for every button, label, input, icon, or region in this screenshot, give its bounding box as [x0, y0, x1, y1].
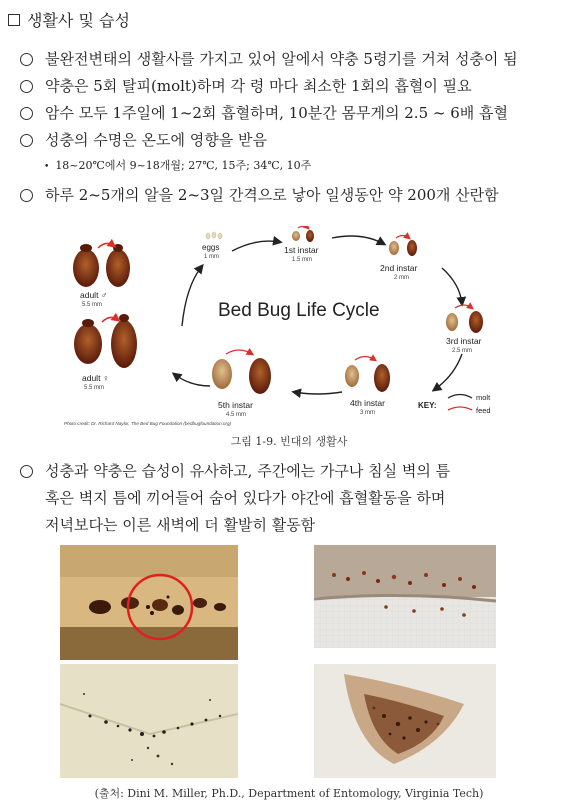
bullet-item — [20, 73, 572, 100]
habit-paragraph — [20, 458, 560, 539]
bullet-circle-icon — [20, 465, 33, 478]
bullet-text: 하루 2~5개의 알을 2~3일 간격으로 낳아 일생동안 약 200개 산란함 — [45, 186, 499, 204]
stage-size: 3 mm — [360, 410, 375, 416]
stage-size: 5.5 mm — [84, 385, 105, 391]
cycle-arrow — [182, 266, 202, 326]
figure-caption: 그림 1-9. 빈대의 생활사 — [230, 435, 348, 448]
para-line: 혹은 벽지 틈에 끼어들어 숨어 있다가 야간에 흡혈활동을 하며 — [45, 489, 446, 507]
adult-male-bugs — [73, 243, 130, 287]
fourth-instar-bugs — [345, 357, 390, 393]
photo-bedbugs-crevice — [60, 545, 238, 660]
cycle-arrow — [442, 268, 462, 304]
cycle-arrow — [232, 241, 280, 251]
stage-size: 1.5 mm — [292, 257, 313, 263]
cycle-arrow — [294, 392, 342, 394]
cycle-arrow — [434, 354, 462, 390]
eggs — [206, 232, 222, 239]
key-label: KEY: — [418, 401, 437, 410]
bullet-circle-icon — [20, 107, 33, 120]
key-molt: molt — [476, 393, 491, 402]
bullet-text: 불완전변태의 생활사를 가지고 있어 알에서 약충 5령기를 거쳐 성충이 됨 — [45, 50, 518, 68]
stage-label: 2nd instar — [380, 263, 418, 273]
fifth-instar-bugs — [212, 350, 271, 394]
adult-female-bugs — [74, 314, 137, 368]
bullet-text: 약충은 5회 탈피(molt)하며 각 령 마다 최소한 1회의 흡혈이 필요 — [45, 77, 472, 95]
cycle-arrow — [174, 374, 210, 386]
section-heading-text: 생활사 및 습성 — [27, 11, 130, 30]
stage-label: 4th instar — [350, 398, 385, 408]
bullet-circle-icon — [20, 80, 33, 93]
bullet-item — [20, 127, 572, 154]
photo-source: (출처: Dini M. Miller, Ph.D., Department of Entomology, Virginia Tech) — [94, 787, 484, 800]
small-bullet-icon: • — [44, 162, 50, 172]
photo-credit: Photo credit: Dr. Richard Naylor, The Bed Bug Foundation (bedbugfoundation.org) — [64, 421, 232, 426]
bullet-circle-icon — [20, 189, 33, 202]
bullet-circle-icon — [20, 134, 33, 147]
bullet-text: 성충의 수명은 온도에 영향을 받음 — [45, 131, 267, 149]
stage-size: 4.5 mm — [226, 412, 247, 418]
second-instar-bugs — [389, 236, 417, 257]
photo-wall-corner-stains — [60, 664, 238, 778]
stage-label: 1st instar — [284, 245, 319, 255]
photo-mattress-seam — [314, 545, 496, 648]
cycle-arrow — [332, 236, 384, 244]
stage-size: 5.5 mm — [82, 302, 103, 308]
bullet-circle-icon — [20, 53, 33, 66]
lifecycle-diagram — [62, 226, 510, 428]
checkbox-square-icon — [8, 14, 20, 26]
lifespan-note-text: 18~20℃에서 9~18개월; 27℃, 15주; 34℃, 10주 — [55, 159, 312, 172]
third-instar-bugs — [446, 305, 483, 333]
photo-wallpaper-infestation — [314, 664, 496, 778]
stage-label: eggs — [202, 243, 220, 252]
stage-size: 1 mm — [204, 254, 219, 260]
stage-label: 5th instar — [218, 400, 253, 410]
section-heading — [8, 8, 130, 31]
lifespan-note — [44, 157, 311, 173]
stage-size: 2.5 mm — [452, 348, 473, 354]
para-line: 성충과 약충은 습성이 유사하고, 주간에는 가구나 침실 벽의 틈 — [45, 462, 451, 480]
bullet-list — [20, 46, 572, 154]
stage-label: 3rd instar — [446, 336, 482, 346]
stage-label: adult ♂ — [80, 290, 108, 300]
diagram-title: Bed Bug Life Cycle — [218, 300, 380, 321]
bullet-item — [20, 100, 572, 127]
bullet-text: 암수 모두 1주일에 1~2회 흡혈하며, 10분간 몸무게의 2.5 ~ 6배 흡혈 — [45, 104, 508, 122]
bullet-item — [20, 46, 572, 73]
stage-label: adult ♀ — [82, 373, 110, 383]
stage-size: 2 mm — [394, 275, 409, 281]
bullet-item — [20, 182, 499, 209]
key-feed: feed — [476, 406, 491, 415]
first-instar-bugs — [292, 226, 314, 242]
para-line: 저녁보다는 이른 새벽에 더 활발히 활동함 — [45, 516, 316, 534]
